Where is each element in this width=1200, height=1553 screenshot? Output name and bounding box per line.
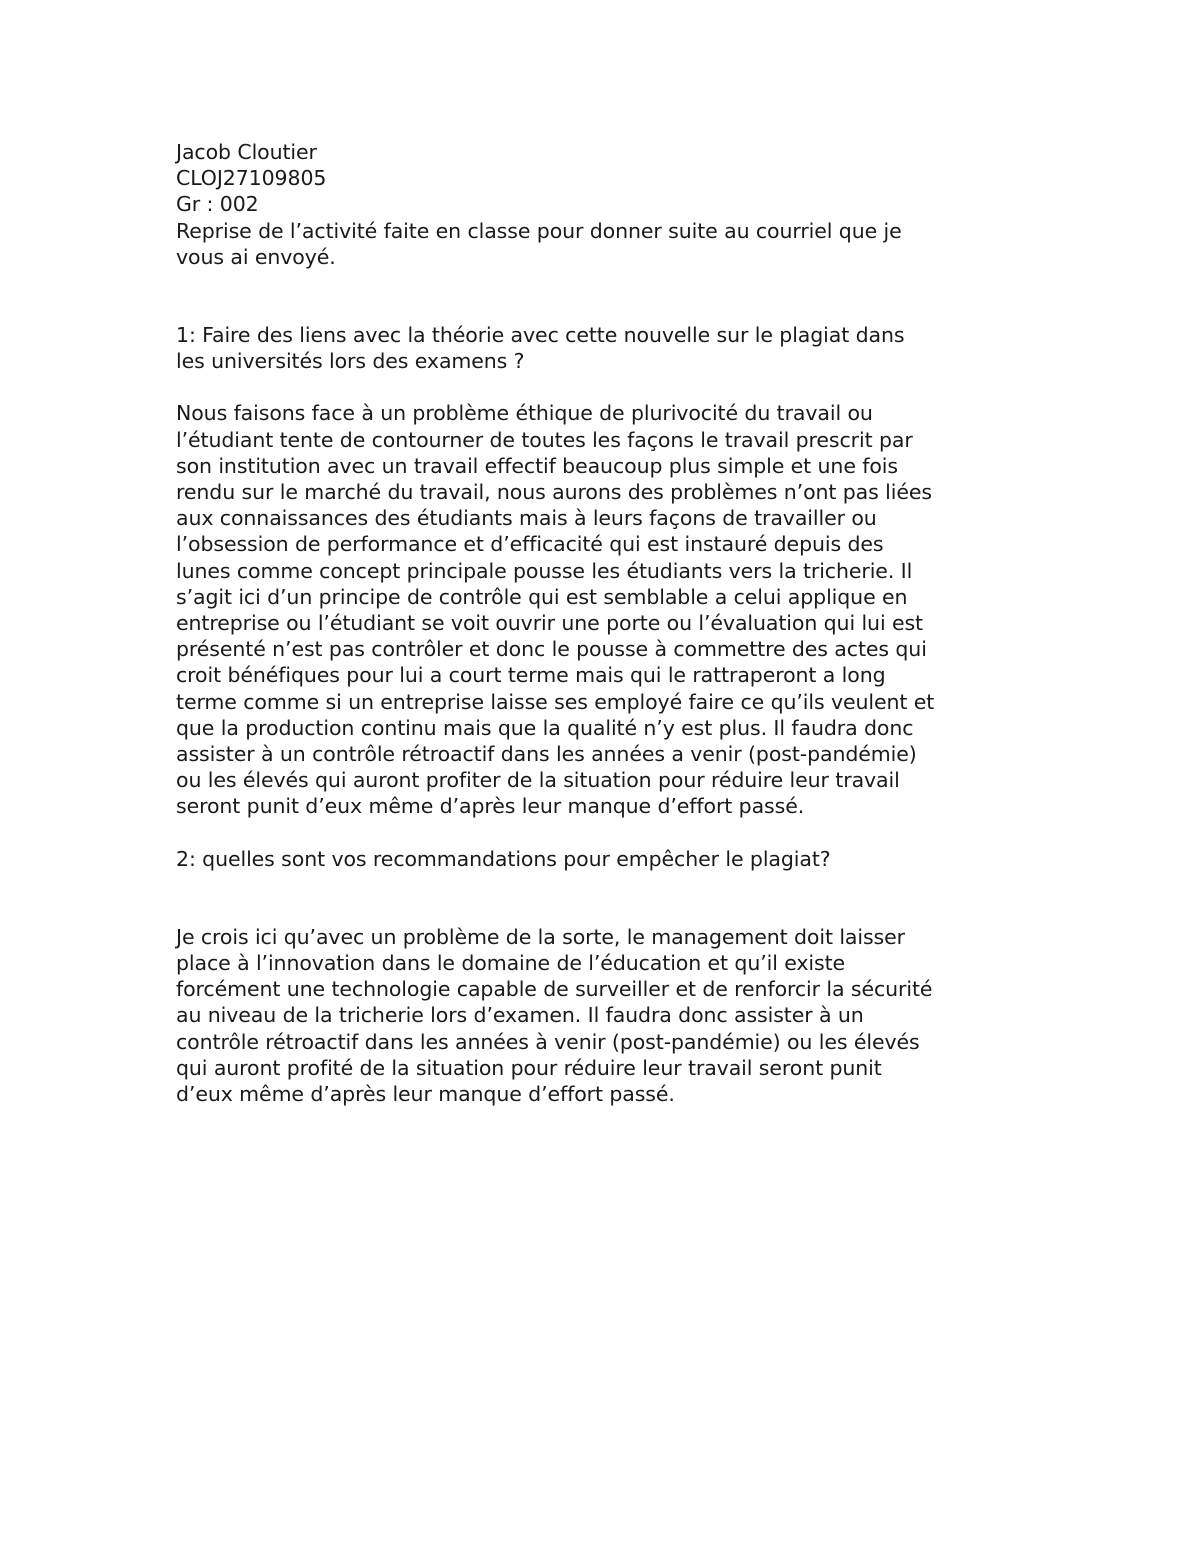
group-number: Gr : 002	[176, 192, 259, 217]
answer-line: place à l’innovation dans le domaine de l’éducation et qu’il existe	[176, 951, 846, 976]
answer-line: Nous faisons face à un problème éthique de plurivocité du travail ou	[176, 401, 873, 426]
answer-line: assister à un contrôle rétroactif dans les années a venir (post-pandémie)	[176, 742, 917, 767]
answer-line: présenté n’est pas contrôler et donc le pousse à commettre des actes qui	[176, 637, 927, 662]
spacer	[176, 374, 1036, 400]
answer-line: entreprise ou l’étudiant se voit ouvrir une porte ou l’évaluation qui lui est	[176, 611, 923, 636]
answer-line: d’eux même d’après leur manque d’effort passé.	[176, 1082, 675, 1107]
question-line: 2: quelles sont vos recommandations pour empêcher le plagiat?	[176, 846, 831, 871]
answer-line: que la production continu mais que la qualité n’y est plus. Il faudra donc	[176, 715, 914, 740]
answer-line: son institution avec un travail effectif beaucoup plus simple et une fois	[176, 453, 898, 478]
answer-line: au niveau de la tricherie lors d’examen. Il faudra donc assister à un	[176, 1003, 864, 1028]
answer-line: Je crois ici qu’avec un problème de la sorte, le management doit laisser	[176, 924, 905, 949]
answer-line: aux connaissances des étudiants mais à leurs façons de travailler ou	[176, 506, 877, 531]
intro-line: vous ai envoyé.	[176, 244, 336, 269]
answer-line: ou les élevés qui auront profiter de la situation pour réduire leur travail	[176, 768, 900, 793]
answer-line: rendu sur le marché du travail, nous aurons des problèmes n’ont pas liées	[176, 480, 932, 505]
answer-line: seront punit d’eux même d’après leur manque d’effort passé.	[176, 794, 805, 819]
question-line: les universités lors des examens ?	[176, 349, 525, 374]
question-2	[176, 846, 1036, 872]
answer-1	[176, 400, 1036, 819]
answer-line: l’obsession de performance et d’efficacité qui est instauré depuis des	[176, 532, 884, 557]
answer-line: forcément une technologie capable de surveiller et de renforcir la sécurité	[176, 977, 933, 1002]
spacer	[176, 820, 1036, 846]
author-name: Jacob Cloutier	[176, 140, 317, 164]
answer-2	[176, 924, 1036, 1107]
question-1	[176, 322, 1036, 374]
spacer	[176, 872, 1036, 924]
intro-line: Reprise de l’activité faite en classe pour donner suite au courriel que je	[176, 218, 902, 243]
answer-line: l’étudiant tente de contourner de toutes les façons le travail prescrit par	[176, 427, 913, 452]
spacer	[176, 270, 1036, 322]
student-code: CLOJ27109805	[176, 166, 327, 191]
question-line: 1: Faire des liens avec la théorie avec cette nouvelle sur le plagiat dans	[176, 323, 905, 348]
answer-line: contrôle rétroactif dans les années à venir (post-pandémie) ou les élevés	[176, 1029, 920, 1054]
answer-line: s’agit ici d’un principe de contrôle qui est semblable a celui applique en	[176, 584, 908, 609]
answer-line: lunes comme concept principale pousse les étudiants vers la tricherie. Il	[176, 558, 913, 583]
answer-line: qui auront profité de la situation pour réduire leur travail seront punit	[176, 1055, 882, 1080]
answer-line: croit bénéfiques pour lui a court terme mais qui le rattraperont a long	[176, 663, 886, 688]
header-block	[176, 139, 1036, 270]
answer-line: terme comme si un entreprise laisse ses employé faire ce qu’ils veulent et	[176, 689, 935, 714]
document-body	[176, 139, 1036, 1107]
